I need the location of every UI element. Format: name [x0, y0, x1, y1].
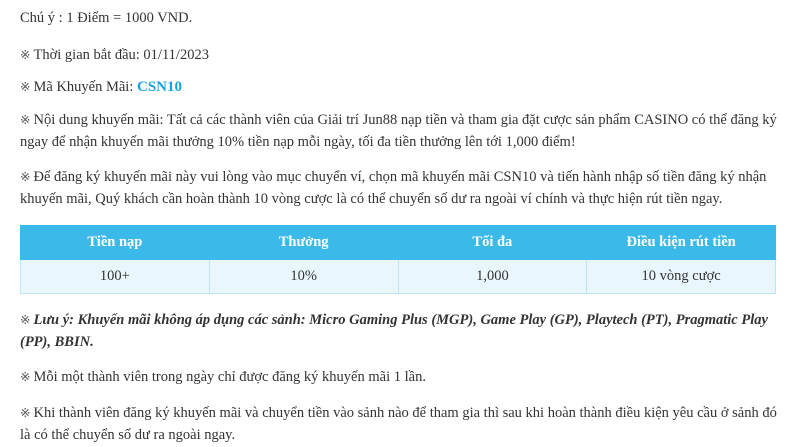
promotion-table: [20, 225, 776, 294]
once-per-day-paragraph: [20, 367, 780, 389]
table-row: [21, 259, 776, 293]
bullet-marker-icon: ※: [20, 312, 31, 327]
once-per-day-text: Mỗi một thành viên trong ngày chỉ được đăng ký khuyến mãi 1 lần.: [33, 369, 426, 386]
bullet-marker-icon: ※: [20, 48, 31, 63]
intro-note: Chú ý : 1 Điểm = 1000 VND.: [20, 10, 193, 26]
start-time-line: [20, 45, 780, 66]
bullet-marker-icon: ※: [20, 370, 31, 385]
bullet-marker-icon: ※: [20, 406, 31, 421]
transfer-text: Khi thành viên đăng ký khuyến mãi và chuyển tiền vào sảnh nào để tham gia thì sau khi hoàn thành điều kiện yêu cầu ở sảnh đó là có thể chuyển số dư ra ngoài ngay.: [20, 405, 777, 443]
registration-text: Để đăng ký khuyến mãi này vui lòng vào mục chuyển ví, chọn mã khuyến mãi CSN10 và tiến hành nhập số tiền đăng ký nhận khuyến mãi, Quý khách cần hoàn thành 10 vòng cược là có thể chuyển số dư ra ngoài ví chính và thực hiện rút tiền ngay.: [20, 169, 767, 208]
notice-paragraph: [20, 310, 780, 354]
column-header-bonus: Thưởng: [209, 225, 398, 259]
transfer-paragraph: [20, 403, 780, 447]
cell-withdraw-condition: 10 vòng cược: [587, 259, 776, 293]
column-header-max: Tối đa: [398, 225, 587, 259]
cell-deposit: 100+: [21, 259, 210, 293]
column-header-withdraw-condition: Điều kiện rút tiền: [587, 225, 776, 259]
bullet-marker-icon: ※: [20, 112, 31, 127]
cell-max: 1,000: [398, 259, 587, 293]
promo-code-value: CSN10: [136, 79, 182, 96]
bullet-marker-icon: ※: [20, 80, 31, 95]
promotion-content-paragraph: [20, 110, 780, 154]
table-header-row: [21, 225, 776, 259]
bullet-marker-icon: ※: [20, 170, 31, 185]
notice-text: Lưu ý: Khuyến mãi không áp dụng các sảnh: Micro Gaming Plus (MGP), Game Play (GP), Playtech (PT), Pragmatic Play (PP), BBIN.: [20, 311, 768, 350]
registration-paragraph: [20, 167, 780, 211]
cell-bonus: 10%: [209, 259, 398, 293]
promo-code-label: Mã Khuyến Mãi:: [33, 79, 134, 96]
promotion-content-text: Nội dung khuyến mãi: Tất cả các thành viên của Giải trí Jun88 nạp tiền và tham gia đặt cược sản phẩm CASINO có thể đăng ký ngay để nhận khuyến mãi thưởng 10% tiền nạp mỗi ngày, tối đa tiền thưởng lên tới 1,000 điểm!: [20, 111, 777, 150]
column-header-deposit: Tiền nạp: [21, 225, 210, 259]
start-time-text: Thời gian bắt đầu: 01/11/2023: [33, 47, 209, 64]
promo-code-line: [20, 77, 780, 99]
